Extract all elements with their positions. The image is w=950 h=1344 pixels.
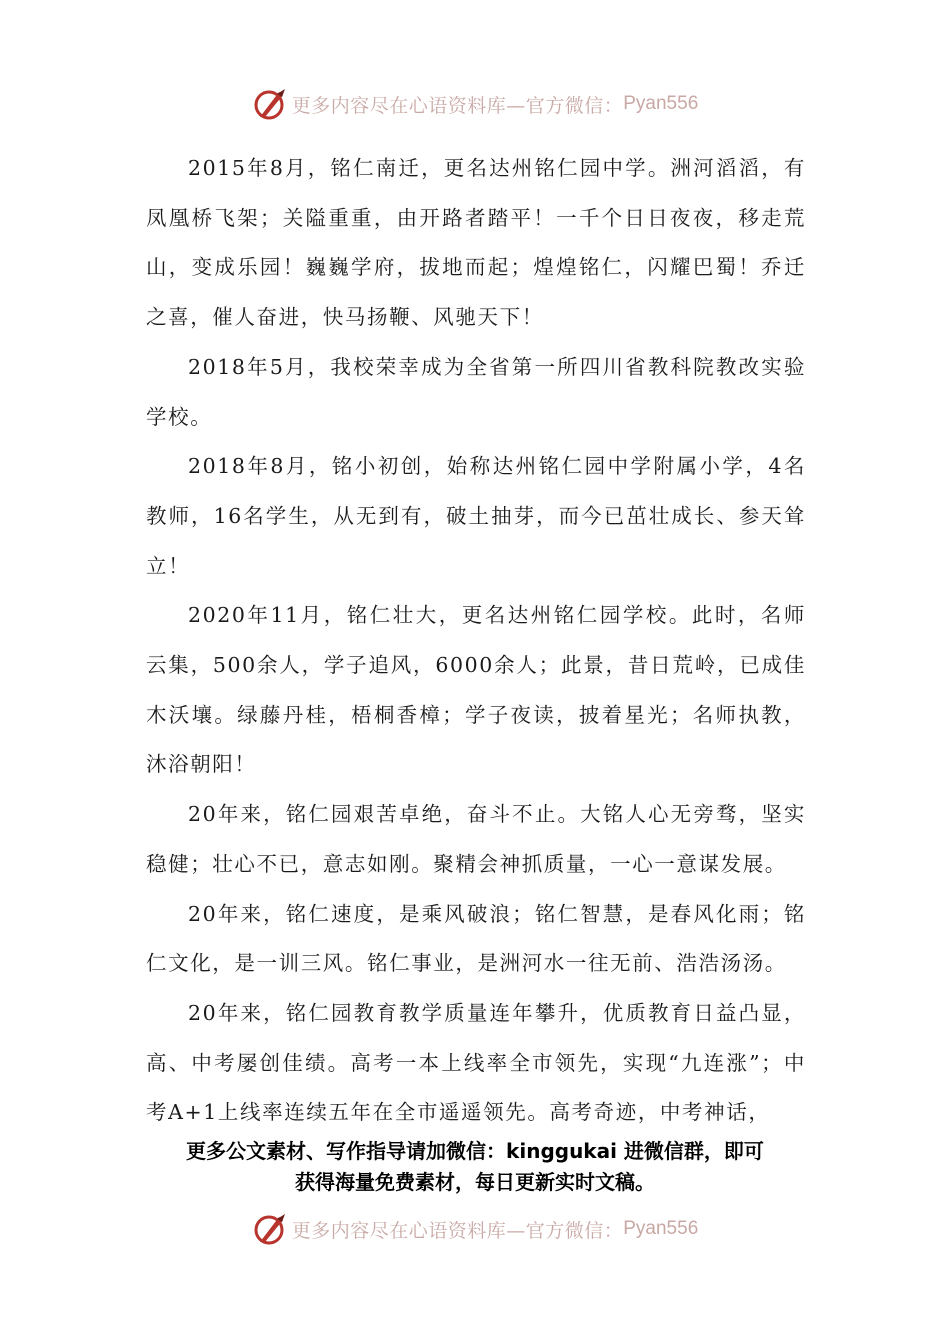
footer-banner-wechat-id: Pyan556 [623,1218,699,1239]
footer-banner [0,1209,950,1249]
promo-line-1: 更多公文素材、写作指导请加微信：kinggukai 进微信群，即可 [186,1139,764,1163]
paragraph-2018-aug: 2018年8月，铭小初创，始称达州铭仁园中学附属小学，4名教师，16名学生，从无到有，破土抽芽，而今已茁壮成长、参天耸立！ [146,454,806,578]
article-body [146,144,806,1138]
promo-line-2: 获得海量免费素材，每日更新实时文稿。 [295,1170,655,1194]
paragraph-20-years-struggle: 20年来，铭仁园艰苦卓绝，奋斗不止。大铭人心无旁骛，坚实稳健；壮心不已，意志如刚。聚精会神抓质量，一心一意谋发展。 [146,802,806,876]
promo-notice [0,1136,950,1198]
quill-logo-icon [252,1211,288,1247]
header-banner [0,84,950,124]
paragraph-2020: 2020年11月，铭仁壮大，更名达州铭仁园学校。此时，名师云集，500余人，学子追风，6000余人；此景，昔日荒岭，已成佳木沃壤。绿藤丹桂，梧桐香樟；学子夜读，披着星光；名师执教，沐浴朝阳！ [146,603,806,777]
paragraph-20-years-speed: 20年来，铭仁速度，是乘风破浪；铭仁智慧，是春风化雨；铭仁文化，是一训三风。铭仁事业，是洲河水一往无前、浩浩汤汤。 [146,901,806,976]
paragraph-20-years-quality: 20年来，铭仁园教育教学质量连年攀升，优质教育日益凸显，高、中考屡创佳绩。高考一本上线率全市领先，实现“九连涨”；中考A+1上线率连续五年在全市遥遥领先。高考奇迹，中考神话， [146,1000,806,1125]
paragraph-2015: 2015年8月，铭仁南迁，更名达州铭仁园中学。洲河滔滔，有凤凰桥飞架；关隘重重，由开路者踏平！一千个日日夜夜，移走荒山，变成乐园！巍巍学府，拔地而起；煌煌铭仁，闪耀巴蜀！乔迁之喜，催人奋进，快马扬鞭、风驰天下！ [146,156,806,330]
header-banner-wechat-id: Pyan556 [623,93,699,114]
paragraph-2018-may: 2018年5月，我校荣幸成为全省第一所四川省教科院教改实验学校。 [146,354,806,429]
footer-banner-text: 更多内容尽在心语资料库—官方微信： [291,1219,624,1242]
header-banner-text: 更多内容尽在心语资料库—官方微信： [291,94,624,117]
quill-logo-icon [252,86,288,122]
